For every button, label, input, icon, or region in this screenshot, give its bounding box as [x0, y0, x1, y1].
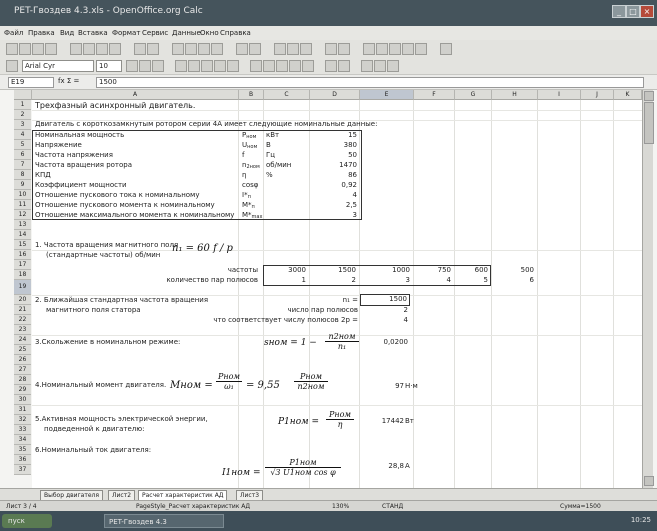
frequency-cell: 500: [520, 266, 534, 274]
param-value: 380: [343, 141, 357, 149]
pole-pairs-cell: 5: [483, 276, 488, 284]
param-symbol-text: η: [242, 171, 247, 179]
row-header[interactable]: 26: [14, 355, 31, 365]
column-header-h[interactable]: H: [492, 90, 538, 100]
gridline: [613, 100, 614, 488]
section-5-subtitle: подведенной к двигателю:: [44, 425, 145, 433]
row-header[interactable]: 16: [14, 250, 31, 260]
justify-icon[interactable]: [214, 60, 226, 72]
param-unit: об/мин: [266, 161, 292, 169]
param-subscript: ном: [247, 144, 258, 150]
row-header[interactable]: 34: [14, 435, 31, 445]
row-header[interactable]: 1: [14, 100, 31, 110]
row-header[interactable]: 21: [14, 305, 31, 315]
frequency-cell: 1500: [338, 266, 356, 274]
current-formula-fraction: [265, 458, 341, 477]
frequency-cell: 750: [437, 266, 451, 274]
gridline: [32, 405, 642, 406]
param-name: Коэффициент мощности: [35, 181, 127, 189]
menu-help[interactable]: Справка: [220, 29, 251, 37]
add-decimal-icon[interactable]: [289, 60, 301, 72]
formatting-toolbar: [0, 57, 657, 75]
row-header[interactable]: 12: [14, 210, 31, 220]
column-header-g[interactable]: G: [455, 90, 492, 100]
percent-icon[interactable]: [263, 60, 275, 72]
frequency-cell: 600: [474, 266, 488, 274]
pole-pairs-cell: 6: [529, 276, 534, 284]
slip-formula-lhs: sном = 1 −: [264, 338, 317, 348]
row-header[interactable]: 22: [14, 315, 31, 325]
sort-ascending-icon[interactable]: [287, 43, 299, 55]
row-header[interactable]: 10: [14, 190, 31, 200]
font-size-select[interactable]: 10: [96, 60, 122, 72]
row-header[interactable]: 15: [14, 240, 31, 250]
frequency-row-label: частоты: [227, 266, 258, 274]
scroll-thumb[interactable]: [644, 102, 654, 144]
slip-formula-fraction: [325, 332, 359, 351]
row-header[interactable]: 8: [14, 170, 31, 180]
sort-descending-icon[interactable]: [300, 43, 312, 55]
param-name: КПД: [35, 171, 51, 179]
scroll-down-arrow[interactable]: [644, 476, 654, 486]
taskbar-calc-window[interactable]: PET-Гвоздев 4.3: [104, 514, 224, 528]
borders-icon[interactable]: [361, 60, 373, 72]
column-header-e[interactable]: E: [360, 90, 414, 100]
column-header-d[interactable]: D: [310, 90, 360, 100]
name-box[interactable]: E19: [8, 77, 54, 88]
param-symbol-text: U: [242, 141, 248, 149]
status-sum: Сумма=1500: [560, 503, 601, 510]
zoom-icon[interactable]: [415, 43, 427, 55]
column-header-a[interactable]: A: [32, 90, 239, 100]
section-1-title: 1. Частота вращения магнитного поля: [35, 241, 179, 249]
row-header[interactable]: 2: [14, 110, 31, 120]
gallery-icon[interactable]: [389, 43, 401, 55]
param-symbol-text: I*: [242, 191, 248, 199]
sheet-tab-sheet2[interactable]: Лист2: [108, 490, 135, 501]
row-header[interactable]: 29: [14, 385, 31, 395]
frequency-cell: 3000: [288, 266, 306, 274]
scroll-up-arrow[interactable]: [644, 91, 654, 101]
row-header[interactable]: 23: [14, 325, 31, 335]
n1-label: n₁ =: [342, 296, 358, 304]
gridline: [580, 100, 581, 488]
param-subscript: п: [251, 204, 255, 210]
print-preview-icon[interactable]: [109, 43, 121, 55]
row-header[interactable]: 5: [14, 140, 31, 150]
slip-denominator: n₁: [337, 342, 347, 351]
current-denominator: √3 U1ном cos φ: [270, 468, 336, 477]
export-pdf-icon[interactable]: [83, 43, 95, 55]
param-value: 0,92: [341, 181, 357, 189]
font-name-select[interactable]: Arial Cyr: [22, 60, 94, 72]
merge-cells-icon[interactable]: [227, 60, 239, 72]
param-value: 1470: [339, 161, 357, 169]
status-sheet: Лист 3 / 4: [6, 503, 37, 510]
row-header[interactable]: 25: [14, 345, 31, 355]
row-header[interactable]: 6: [14, 150, 31, 160]
navigator-icon[interactable]: [376, 43, 388, 55]
close-button[interactable]: ×: [640, 5, 654, 18]
param-symbol: [242, 201, 255, 210]
param-name: Номинальная мощность: [35, 131, 125, 139]
slip-numerator: n2ном: [328, 332, 356, 341]
param-name: Отношение максимального момента к номинальному: [35, 211, 235, 219]
power-denominator: η: [337, 420, 343, 429]
redo-icon[interactable]: [249, 43, 261, 55]
row-header[interactable]: 30: [14, 395, 31, 405]
param-subscript: п: [247, 194, 251, 200]
param-name: Отношение пускового момента к номинальному: [35, 201, 215, 209]
taskbar-clock: 10:25: [630, 516, 651, 524]
param-unit: Гц: [266, 151, 276, 159]
gridline: [454, 100, 455, 488]
status-page-style: PageStyle_Расчет характеристик АД: [136, 503, 251, 510]
row-header[interactable]: 14: [14, 230, 31, 240]
row-header[interactable]: 13: [14, 220, 31, 230]
status-mode: СТАНД: [382, 503, 404, 510]
copy-icon[interactable]: [185, 43, 197, 55]
torque-numerator-1: Pном: [217, 372, 241, 381]
section-5-title: 5.Активная мощность электрической энергии,: [35, 415, 208, 423]
section-6-title: 6.Номинальный ток двигателя:: [35, 446, 152, 454]
window-titlebar: [0, 0, 657, 26]
format-paintbrush-icon[interactable]: [211, 43, 223, 55]
currency-icon[interactable]: [250, 60, 262, 72]
save-icon[interactable]: [32, 43, 44, 55]
row-header[interactable]: 33: [14, 425, 31, 435]
undo-icon[interactable]: [236, 43, 248, 55]
status-zoom[interactable]: 130%: [332, 503, 350, 510]
torque-formula-mid: = 9,55: [246, 380, 280, 391]
pole-pairs-cell: 4: [446, 276, 451, 284]
minimize-button[interactable]: _: [612, 5, 626, 18]
param-symbol: [242, 211, 262, 220]
gridline: [537, 100, 538, 488]
help-icon[interactable]: [440, 43, 452, 55]
param-symbol: [242, 141, 257, 150]
section-2-title: 2. Ближайшая стандартная частота вращения: [35, 296, 209, 304]
paste-icon[interactable]: [198, 43, 210, 55]
param-subscript: max: [251, 214, 263, 220]
torque-fraction-1: [216, 372, 242, 391]
gridline: [491, 100, 492, 488]
spreadsheet-grid[interactable]: [32, 100, 642, 488]
param-value: 4: [352, 191, 357, 199]
param-symbol-text: n: [242, 161, 247, 169]
row-header[interactable]: 31: [14, 405, 31, 415]
param-symbol: [242, 131, 256, 140]
torque-fraction-2: [294, 372, 328, 391]
row-header[interactable]: 4: [14, 130, 31, 140]
param-symbol: [242, 181, 258, 190]
row-header[interactable]: 36: [14, 455, 31, 465]
param-subscript: 2ном: [246, 164, 260, 170]
column-header-i[interactable]: I: [538, 90, 581, 100]
email-icon[interactable]: [45, 43, 57, 55]
vertical-scrollbar[interactable]: [642, 90, 653, 488]
styles-icon[interactable]: [6, 60, 18, 72]
select-all-corner[interactable]: [14, 90, 32, 100]
align-right-icon[interactable]: [201, 60, 213, 72]
current-unit: А: [405, 462, 410, 470]
param-symbol-text: P: [242, 131, 247, 139]
row-header[interactable]: 24: [14, 335, 31, 345]
column-header-b[interactable]: B: [239, 90, 264, 100]
row-header[interactable]: 11: [14, 200, 31, 210]
function-wizard-icon[interactable]: fx Σ =: [58, 77, 80, 85]
pole-pairs-cell: 3: [405, 276, 410, 284]
hyperlink-icon[interactable]: [274, 43, 286, 55]
row-header[interactable]: 3: [14, 120, 31, 130]
power-numerator: Pном: [328, 410, 352, 419]
current-value: 28,8: [388, 462, 404, 470]
menu-view[interactable]: Вид: [60, 29, 75, 37]
param-symbol-text: M*: [242, 211, 252, 219]
sheet-tab-motor-selection[interactable]: Выбор двигателя: [40, 490, 103, 501]
menu-edit[interactable]: Правка: [28, 29, 55, 37]
power-formula-lhs: P1ном =: [278, 417, 319, 427]
menu-bar: [0, 26, 657, 40]
torque-denominator-1: ω₁: [224, 382, 234, 391]
row-header[interactable]: 35: [14, 445, 31, 455]
param-name: Напряжение: [35, 141, 82, 149]
param-symbol: [242, 191, 251, 200]
section-4-title: 4.Номинальный момент двигателя.: [35, 381, 167, 389]
find-replace-icon[interactable]: [363, 43, 375, 55]
increase-indent-icon[interactable]: [338, 60, 350, 72]
sheet-tab-sheet3[interactable]: Лист3: [236, 490, 263, 501]
decrease-indent-icon[interactable]: [325, 60, 337, 72]
print-icon[interactable]: [96, 43, 108, 55]
selected-cell-e19[interactable]: 1500: [360, 294, 410, 306]
torque-numerator-2: Pном: [299, 372, 323, 381]
row-header[interactable]: 17: [14, 260, 31, 270]
current-formula-lhs: I1ном =: [222, 468, 261, 478]
torque-formula-lhs: Mном =: [170, 380, 213, 391]
align-left-icon[interactable]: [175, 60, 187, 72]
pole-pairs-label: число пар полюсов: [287, 306, 358, 314]
taskbar: [0, 511, 657, 531]
align-center-icon[interactable]: [188, 60, 200, 72]
param-value: 15: [348, 131, 357, 139]
param-symbol: [242, 171, 246, 180]
pole-pairs-row-label: количество пар полюсов: [166, 276, 258, 284]
torque-unit: Н·м: [405, 382, 418, 390]
spellcheck-icon[interactable]: [134, 43, 146, 55]
param-value: 50: [348, 151, 357, 159]
italic-icon[interactable]: [139, 60, 151, 72]
param-value: 86: [348, 171, 357, 179]
gridline: [413, 100, 414, 488]
column-header-f[interactable]: F: [414, 90, 455, 100]
param-name: Частота вращения ротора: [35, 161, 133, 169]
pole-pairs-value: 2: [403, 306, 408, 314]
open-icon[interactable]: [19, 43, 31, 55]
delete-decimal-icon[interactable]: [302, 60, 314, 72]
standard-format-icon[interactable]: [276, 60, 288, 72]
param-symbol-text: cosφ: [242, 181, 259, 189]
formula-bar: [0, 75, 657, 90]
menu-file[interactable]: Файл: [4, 29, 24, 37]
pole-pairs-cell: 1: [301, 276, 306, 284]
param-value: 3: [352, 211, 357, 219]
edit-file-icon[interactable]: [70, 43, 82, 55]
intro-text: Двигатель с короткозамкнутым ротором серии 4А имеет следующие номинальные данные:: [35, 120, 378, 128]
param-name: Отношение пускового тока к номинальному: [35, 191, 200, 199]
maximize-button[interactable]: □: [626, 5, 640, 18]
sheet-heading: Трехфазный асинхронный двигатель.: [35, 101, 196, 110]
slip-value: 0,0200: [383, 338, 408, 346]
poles-match-label: что соответствует числу полюсов 2p =: [213, 316, 358, 324]
sheet-tab-motor-calc[interactable]: Расчет характеристик АД: [138, 490, 227, 501]
power-value: 17442: [381, 417, 404, 425]
row-header[interactable]: 27: [14, 365, 31, 375]
pole-pairs-cell: 2: [351, 276, 356, 284]
row-header[interactable]: 9: [14, 180, 31, 190]
param-symbol: [242, 151, 244, 160]
cut-icon[interactable]: [172, 43, 184, 55]
row-header[interactable]: 18: [14, 270, 31, 280]
param-value: 2,5: [345, 201, 357, 209]
param-subscript: ном: [246, 134, 257, 140]
frequency-cell: 1000: [392, 266, 410, 274]
section-3-title: 3.Скольжение в номинальном режиме:: [35, 338, 181, 346]
row-header[interactable]: 37: [14, 465, 31, 475]
formula-input[interactable]: 1500: [96, 77, 644, 88]
row-header[interactable]: 20: [14, 295, 31, 305]
section-2-subtitle: магнитного поля статора: [46, 306, 141, 314]
menu-insert[interactable]: Вставка: [78, 29, 108, 37]
column-header-c[interactable]: C: [264, 90, 310, 100]
row-header[interactable]: 28: [14, 375, 31, 385]
start-button[interactable]: пуск: [2, 514, 52, 528]
bold-icon[interactable]: [126, 60, 138, 72]
insert-chart-icon[interactable]: [325, 43, 337, 55]
menu-format[interactable]: Формат: [112, 29, 141, 37]
section-1-subtitle: (стандартные частоты) об/мин: [46, 251, 161, 259]
param-unit: кВт: [266, 131, 280, 139]
new-icon[interactable]: [6, 43, 18, 55]
power-formula-fraction: [326, 410, 354, 429]
underline-icon[interactable]: [152, 60, 164, 72]
poles-match-value: 4: [403, 316, 408, 324]
torque-value: 97: [395, 382, 404, 390]
row-header[interactable]: 19: [14, 280, 31, 295]
power-unit: Вт: [405, 417, 414, 425]
autospell-icon[interactable]: [147, 43, 159, 55]
section-1-formula: n₁ = 60 f / p: [172, 243, 233, 254]
window-title: PET-Гвоздев 4.3.xls - OpenOffice.org Calc: [14, 6, 203, 16]
draw-functions-icon[interactable]: [338, 43, 350, 55]
column-header-j[interactable]: J: [581, 90, 614, 100]
param-name: Частота напряжения: [35, 151, 113, 159]
data-sources-icon[interactable]: [402, 43, 414, 55]
torque-denominator-2: n2ном: [297, 382, 325, 391]
background-color-icon[interactable]: [374, 60, 386, 72]
param-unit: %: [266, 171, 273, 179]
param-symbol: [242, 161, 260, 170]
row-header[interactable]: 7: [14, 160, 31, 170]
param-symbol-text: f: [242, 151, 245, 159]
gridline: [32, 110, 642, 111]
font-color-icon[interactable]: [387, 60, 399, 72]
current-numerator: P1ном: [289, 458, 317, 467]
param-unit: В: [266, 141, 271, 149]
menu-tools[interactable]: Сервис: [142, 29, 169, 37]
row-header[interactable]: 32: [14, 415, 31, 425]
standard-toolbar: [0, 40, 657, 58]
menu-window[interactable]: Окно: [200, 29, 219, 37]
param-symbol-text: M*: [242, 201, 252, 209]
column-header-k[interactable]: K: [614, 90, 642, 100]
menu-data[interactable]: Данные: [172, 29, 201, 37]
